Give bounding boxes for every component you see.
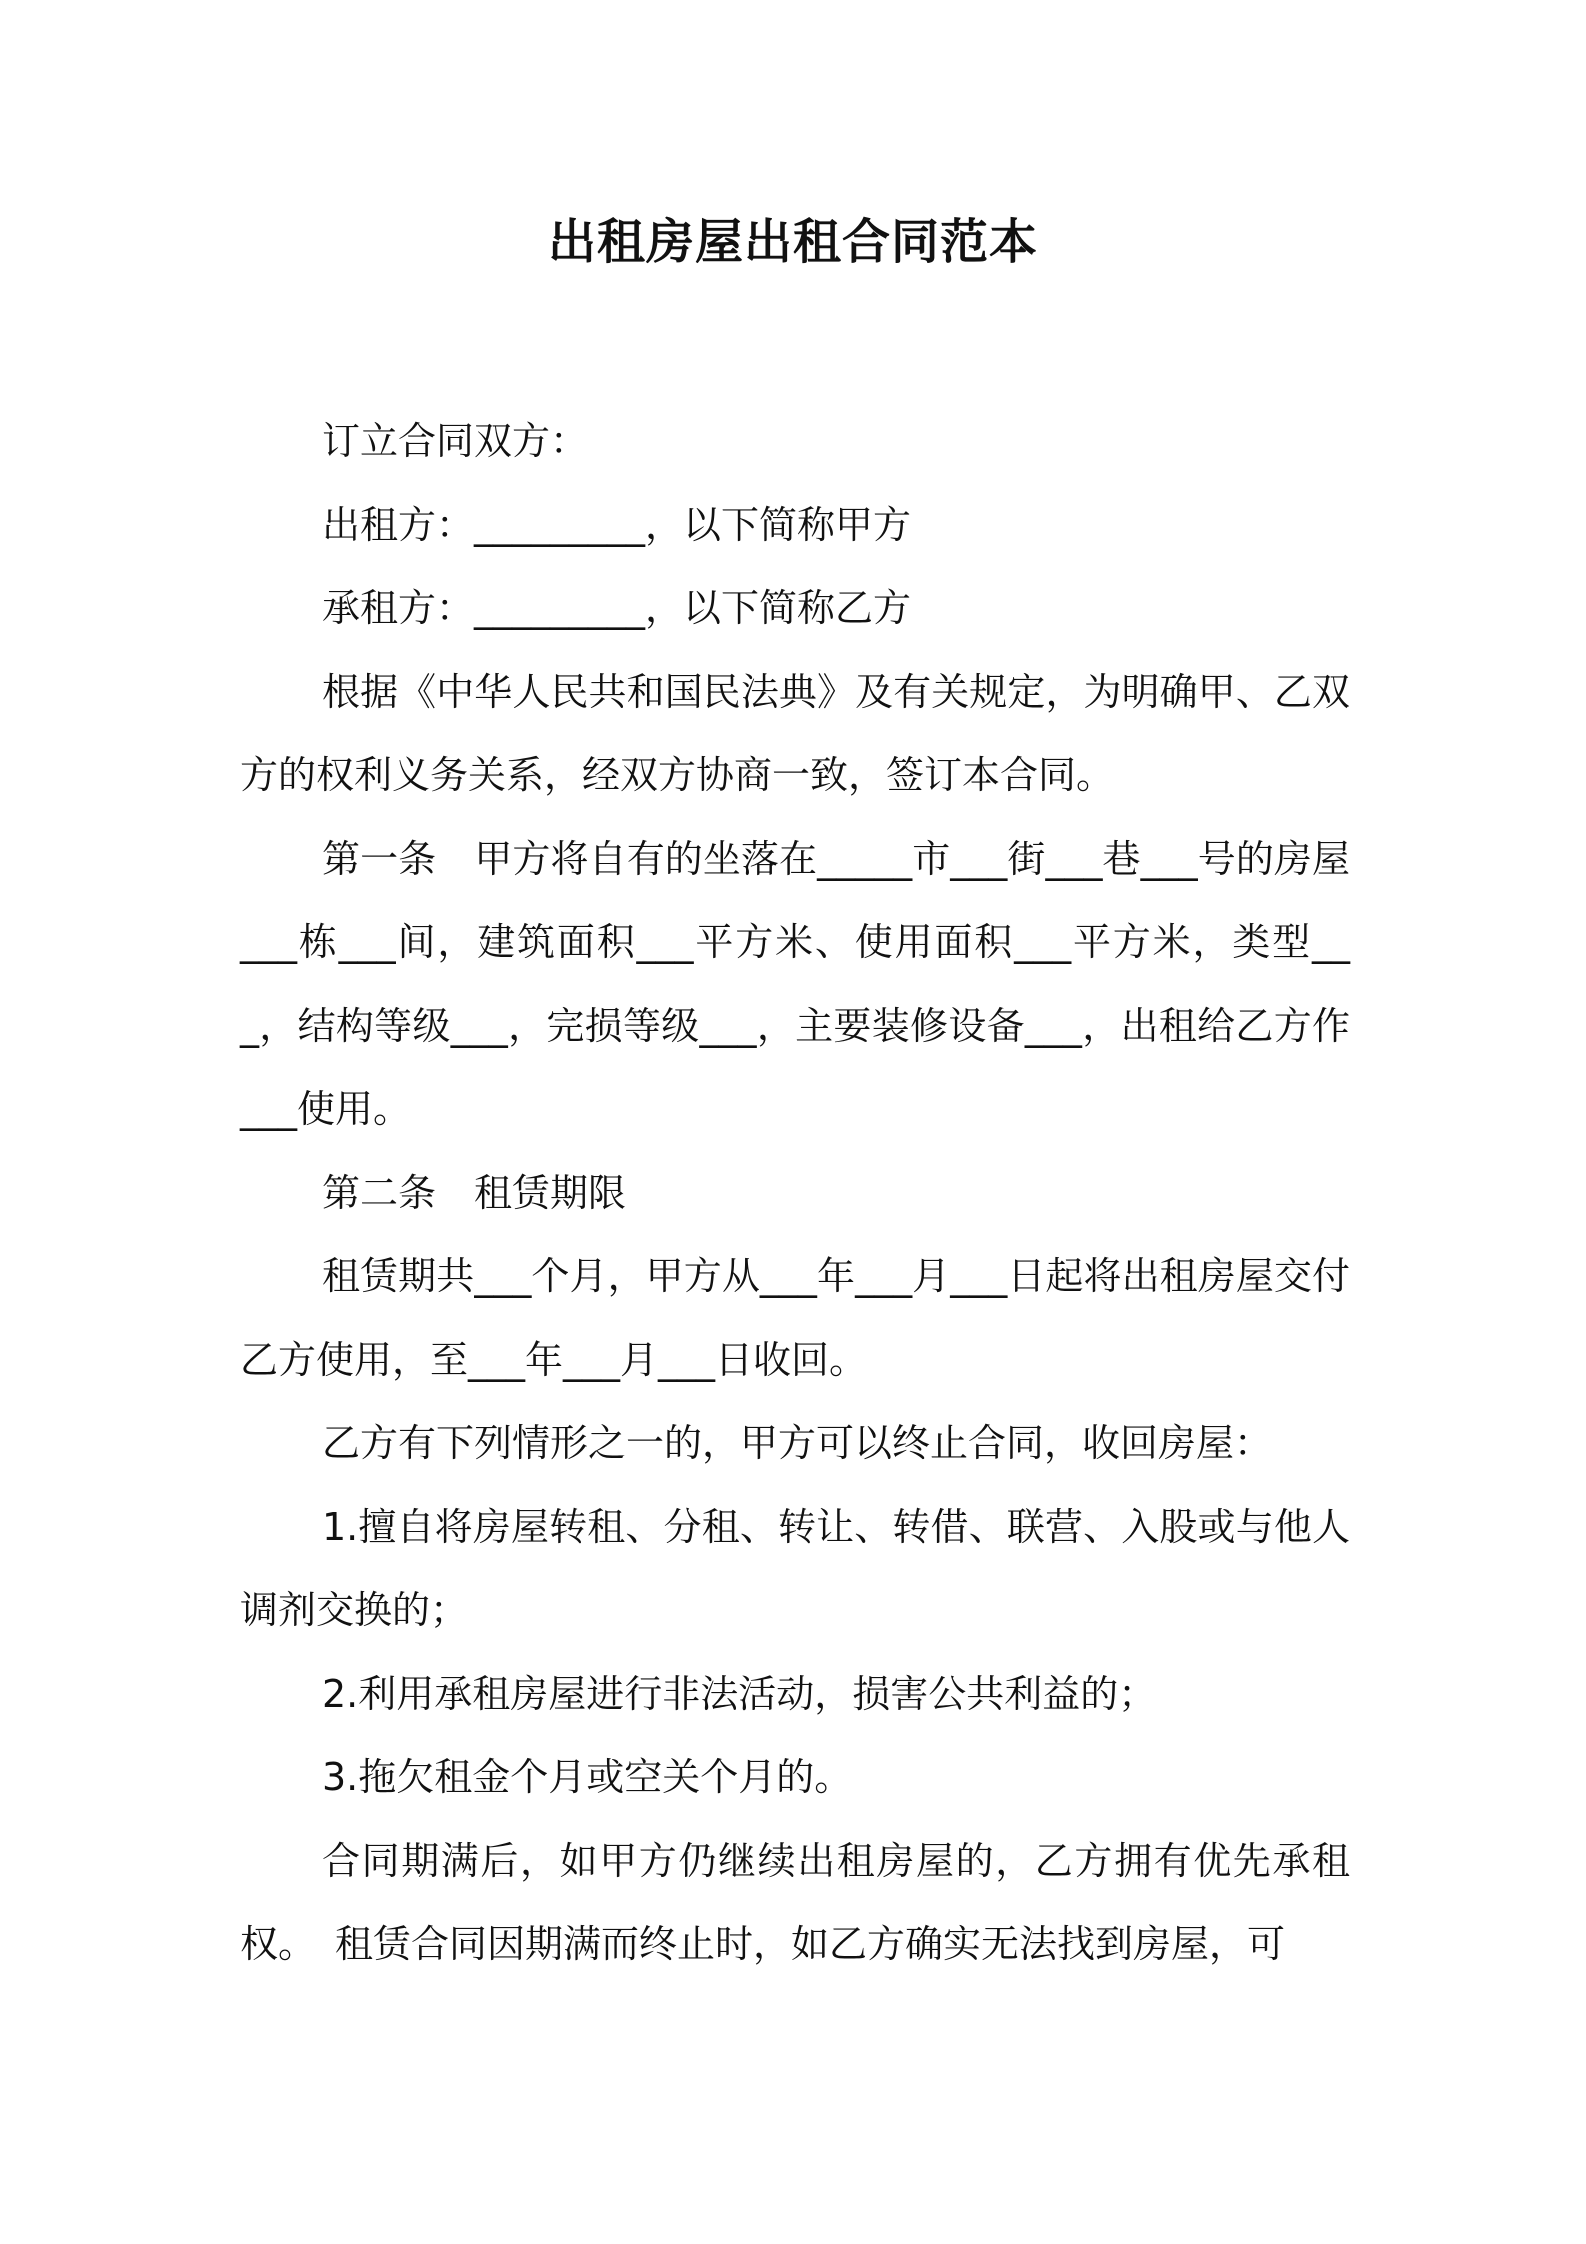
paragraph-lessor: 出租方：_________，以下简称甲方 [322,502,912,547]
list-item-3: 3.拖欠租金个月或空关个月的。 [322,1755,853,1799]
paragraph-termination-conditions: 乙方有下列情形之一的，甲方可以终止合同，收回房屋： [322,1421,1273,1465]
paragraph-article-2-heading: 第二条 租赁期限 [322,1170,627,1215]
paragraph-legal-basis: 根据《中华人民共和国民法典》及有关规定，为明确甲、乙双方的权利义务关系，经双方协商一致，签订本合同。 [240,669,1350,797]
paragraph-renewal: 合同期满后，如甲方仍继续出租房屋的，乙方拥有优先承租权。 租赁合同因期满而终止时，如乙方确实无法找到房屋，可 [240,1838,1350,1966]
list-item-1: 1.擅自将房屋转租、分租、转让、转借、联营、入股或与他人调剂交换的； [240,1504,1350,1632]
paragraph-lease-term: 租赁期共___个月，甲方从___年___月___日起将出租房屋交付乙方使用，至___年___月___日收回。 [240,1254,1350,1382]
document-body [240,400,1350,1987]
paragraph-parties-intro: 订立合同双方： [322,419,589,463]
list-item-2: 2.利用承租房屋进行非法活动，损害公共利益的； [322,1671,1157,1716]
paragraph-article-1: 第一条 甲方将自有的坐落在_____市___街___巷___号的房屋___栋___间，建筑面积___平方米、使用面积___平方米，类型___，结构等级___，完损等级___，主要装修设备___，出租给乙方作___使用。 [240,836,1350,1131]
document-title: 出租房屋出租合同范本 [547,214,1038,270]
paragraph-lessee: 承租方：_________，以下简称乙方 [322,586,912,630]
